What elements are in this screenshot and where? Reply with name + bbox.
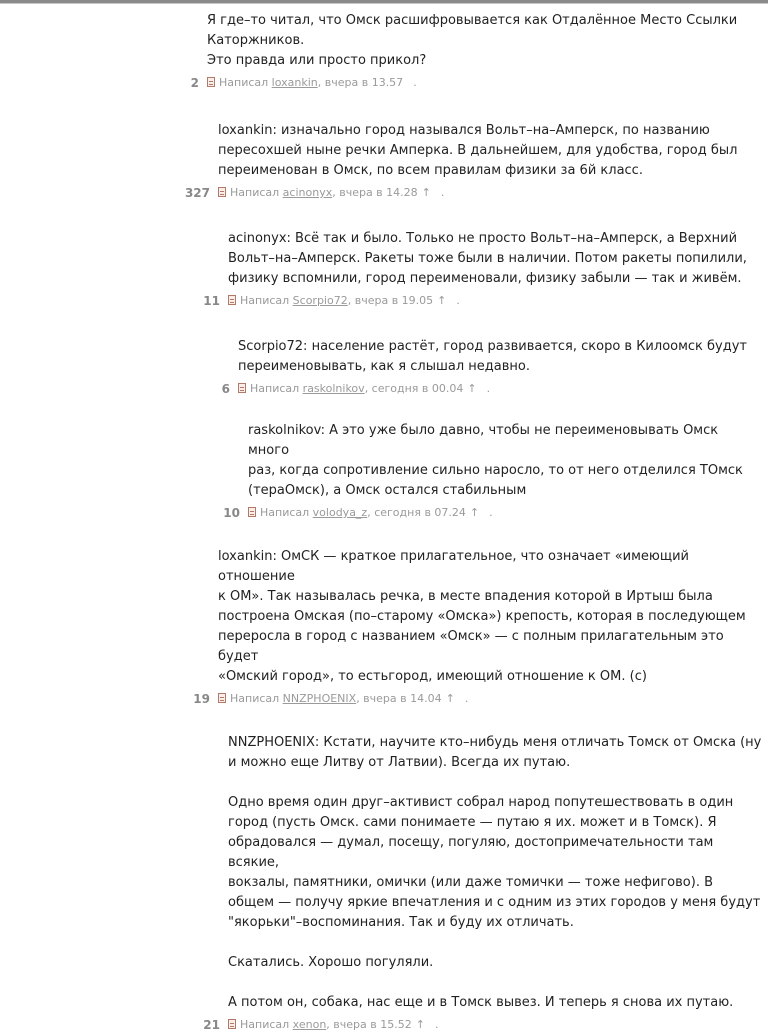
comment-text: acinonyx: Всё так и было. Только не просто Вольт–на–Амперск, а Верхний Вольт–на–Амперск. Ракеты тоже были в наличии. Потом ракеты попилили, физику вспомнили, город переименовали, физику забыли — так и живём. bbox=[228, 231, 747, 286]
comment-link-dot[interactable]: . bbox=[413, 76, 417, 89]
parent-arrow-icon[interactable]: ↑ bbox=[437, 294, 447, 307]
comment-time: , вчера в 13.57 bbox=[317, 76, 404, 89]
comment-time: , вчера в 14.04 bbox=[356, 692, 442, 705]
written-label: Написал bbox=[230, 186, 283, 199]
comment bbox=[223, 421, 762, 521]
written-label: Написал bbox=[240, 294, 293, 307]
comment bbox=[203, 229, 762, 309]
comment-meta bbox=[193, 691, 762, 707]
comment-score: 21 bbox=[203, 1018, 220, 1032]
parent-arrow-icon[interactable]: ↑ bbox=[421, 186, 431, 199]
comment-score: 11 bbox=[203, 294, 220, 308]
comment bbox=[184, 121, 762, 201]
document-icon[interactable] bbox=[218, 693, 226, 703]
comment-text: loxankin: изначально город назывался Вольт–на–Амперск, по названию пересохшей ныне речки Амперка. В дальнейшем, для удобства, город был переименован в Омск, по всем правилам физики за 6й класс. bbox=[218, 123, 738, 178]
comment-time: , вчера в 14.28 bbox=[332, 186, 418, 199]
comment-link-dot[interactable]: . bbox=[486, 382, 491, 395]
comment-link-dot[interactable]: . bbox=[489, 506, 493, 519]
parent-arrow-icon[interactable]: ↑ bbox=[415, 1018, 425, 1031]
comment-link-dot[interactable]: . bbox=[434, 1018, 439, 1031]
author-link[interactable]: loxankin bbox=[271, 76, 318, 89]
comment-meta bbox=[223, 505, 762, 521]
comment-text: NNZPHOENIX: Кстати, научите кто–нибудь меня отличать Томск от Омска (ну и можно еще Литву от Латвии). Всегда их путаю. Одно время один друг–активист собрал народ попутешествовать в один город (пусть Омск. сами понимаете — путаю я их. может и в Томск). Я обрадовался — думал, посещу, погуляю, достопримечательности там всякие, вокзалы, памятники, омички (или даже томички — тоже нефигово). В общем — получу яркие впечатления и с одним из этих городов у меня будут "якорьки"–воспоминания. Так и буду их отличать. Скатались. Хорошо погуляли. А потом он, собака, нас еще и в Томск вывез. И теперь я снова их путаю. bbox=[228, 735, 762, 1010]
comment-score: 2 bbox=[190, 76, 199, 90]
comment-score: 327 bbox=[184, 186, 210, 200]
comment-meta bbox=[203, 293, 762, 309]
comment-text: Scorpio72: население растёт, город развивается, скоро в Килоомск будут переименовывать, как я слышал недавно. bbox=[238, 339, 748, 374]
written-label: Написал bbox=[260, 506, 313, 519]
comment bbox=[190, 11, 762, 91]
comment-meta bbox=[221, 381, 762, 397]
author-link[interactable]: raskolnikov bbox=[302, 382, 365, 395]
written-label: Написал bbox=[230, 692, 283, 705]
written-label: Написал bbox=[219, 76, 272, 89]
comment bbox=[193, 547, 762, 707]
author-link[interactable]: NNZPHOENIX bbox=[282, 692, 357, 705]
written-label: Написал bbox=[250, 382, 303, 395]
author-link[interactable]: xenon bbox=[292, 1018, 327, 1031]
comment-score: 19 bbox=[193, 692, 210, 706]
author-link[interactable]: acinonyx bbox=[282, 186, 333, 199]
parent-arrow-icon[interactable]: ↑ bbox=[469, 506, 480, 519]
written-label: Написал bbox=[240, 1018, 293, 1031]
comment-link-dot[interactable]: . bbox=[440, 186, 445, 199]
comment-meta bbox=[203, 1017, 762, 1033]
comment-score: 10 bbox=[223, 506, 240, 520]
document-icon[interactable] bbox=[248, 507, 256, 517]
comment-link-dot[interactable]: . bbox=[464, 692, 469, 705]
document-icon[interactable] bbox=[228, 295, 236, 305]
parent-arrow-icon[interactable]: ↑ bbox=[445, 692, 455, 705]
comment bbox=[221, 337, 762, 397]
comment bbox=[203, 733, 762, 1033]
comment-meta bbox=[190, 75, 762, 91]
comment-time: , вчера в 15.52 bbox=[326, 1018, 412, 1031]
comment-link-dot[interactable]: . bbox=[456, 294, 460, 307]
parent-arrow-icon[interactable]: ↑ bbox=[467, 382, 477, 395]
comment-score: 6 bbox=[221, 382, 230, 396]
document-icon[interactable] bbox=[207, 77, 215, 87]
comment-time: , сегодня в 07.24 bbox=[367, 506, 466, 519]
document-icon[interactable] bbox=[218, 187, 226, 197]
comment-meta bbox=[184, 185, 762, 201]
document-icon[interactable] bbox=[228, 1019, 236, 1029]
comment-text: raskolnikov: А это уже было давно, чтобы не переименовывать Омск много раз, когда сопротивление сильно наросло, то от него отделился ТОмск (тераОмск), а Омск остался стабильным bbox=[248, 423, 743, 498]
comment-text: loxankin: ОмСК — краткое прилагательное, что означает «имеющий отношение к ОМ». Так называлась речка, в месте впадения которой в Иртыш была построена Омская (по–старому «Омска») крепость, которая в последующем переросла в город с названием «Омск» — с полным прилагательным это будет «Омский город», то естьгород, имеющий отношение к ОМ. (c) bbox=[218, 549, 746, 684]
author-link[interactable]: Scorpio72 bbox=[292, 294, 348, 307]
document-icon[interactable] bbox=[238, 383, 246, 393]
comment-time: , сегодня в 00.04 bbox=[364, 382, 464, 395]
author-link[interactable]: volodya_z bbox=[312, 506, 368, 519]
comment-thread bbox=[0, 4, 768, 1033]
comment-text: Я где–то читал, что Омск расшифровывается как Отдалённое Место Ссылки Каторжников. Это правда или просто прикол? bbox=[207, 13, 738, 68]
comment-time: , вчера в 19.05 bbox=[347, 294, 434, 307]
